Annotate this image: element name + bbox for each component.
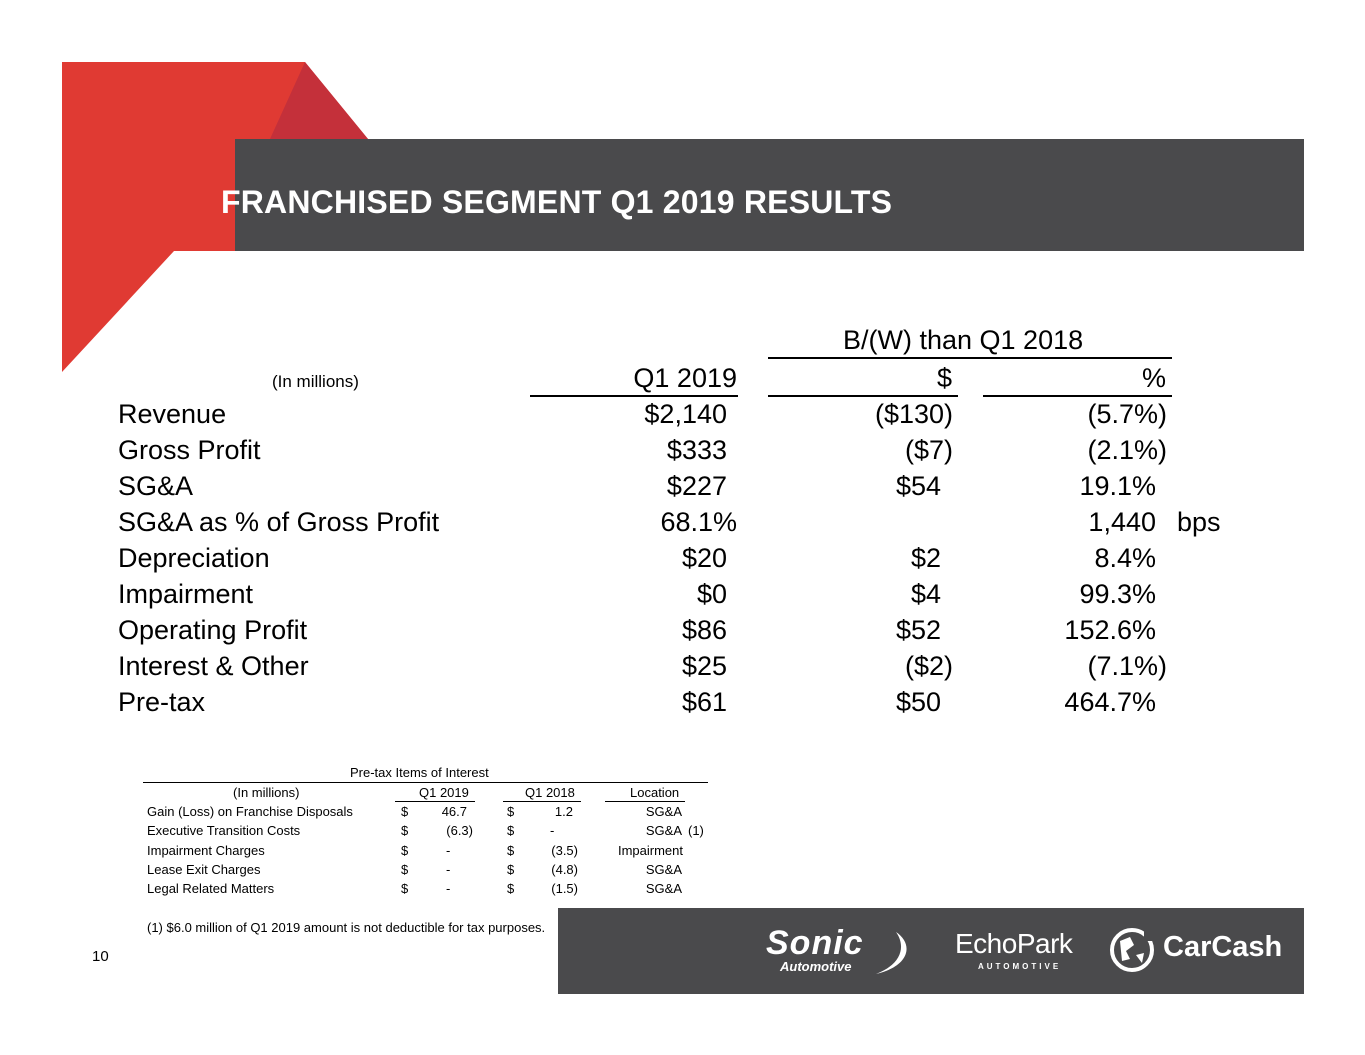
column-header-q1-2019: Q1 2019 [633, 363, 737, 393]
row-dollar-change: ($2) [904, 651, 953, 681]
item-value-q1-2018: - [550, 823, 555, 838]
row-dollar-change: $50 [895, 687, 941, 717]
row-q1-value: $20 [681, 543, 727, 573]
row-suffix: bps [1177, 507, 1221, 537]
row-percent-change: 152.6% [1064, 615, 1156, 645]
item-location: SG&A [645, 804, 682, 819]
item-value-q1-2018: (3.5) [551, 843, 578, 858]
items-table-title: Pre-tax Items of Interest [350, 765, 489, 780]
item-currency-q1-2019: $ [401, 862, 409, 877]
row-label: Operating Profit [118, 615, 308, 645]
item-currency-q1-2019: $ [401, 823, 409, 838]
items-location-rule [605, 801, 685, 802]
carcash-wordmark: CarCash [1163, 931, 1283, 963]
row-q1-value: $61 [681, 687, 727, 717]
items-q1-2018-rule [503, 801, 581, 802]
footnote: (1) $6.0 million of Q1 2019 amount is not deductible for tax purposes. [147, 920, 546, 935]
item-currency-q1-2019: $ [401, 881, 409, 896]
row-q1-value: $25 [681, 651, 727, 681]
sonic-wordmark: Sonic [766, 924, 864, 962]
item-currency-q1-2018: $ [507, 843, 515, 858]
row-q1-value: $86 [681, 615, 727, 645]
item-value-q1-2018: (1.5) [551, 881, 578, 896]
dollar-header-rule [768, 395, 958, 397]
item-value-q1-2019: - [446, 843, 451, 858]
item-currency-q1-2019: $ [401, 843, 409, 858]
row-dollar-change: $2 [910, 543, 941, 573]
item-label: Lease Exit Charges [147, 862, 261, 877]
item-footnote-ref: (1) [688, 823, 704, 838]
percent-header-rule [983, 395, 1172, 397]
row-label: Depreciation [118, 543, 270, 573]
row-label: SG&A [118, 471, 194, 501]
row-label: Pre-tax [118, 687, 206, 717]
row-dollar-change: ($130) [874, 399, 953, 429]
row-dollar-change: $52 [895, 615, 941, 645]
item-location: Impairment [617, 843, 683, 858]
slide-title: FRANCHISED SEGMENT Q1 2019 RESULTS [221, 184, 893, 220]
item-label: Legal Related Matters [147, 881, 275, 896]
item-currency-q1-2018: $ [507, 804, 515, 819]
column-header-percent: % [1141, 363, 1166, 393]
item-value-q1-2018: (4.8) [551, 862, 578, 877]
item-label: Impairment Charges [147, 843, 265, 858]
echopark-subtitle: AUTOMOTIVE [978, 962, 1062, 971]
row-percent-change: 8.4% [1094, 543, 1156, 573]
item-currency-q1-2018: $ [507, 881, 515, 896]
row-percent-change: 19.1% [1079, 471, 1156, 501]
group-header-rule [768, 357, 1172, 359]
items-q1-2019-rule [395, 801, 475, 802]
row-percent-change: 464.7% [1064, 687, 1156, 717]
row-q1-value: 68.1% [660, 507, 737, 537]
item-value-q1-2019: - [446, 862, 451, 877]
echopark-wordmark: EchoPark [955, 928, 1073, 959]
item-label: Executive Transition Costs [147, 823, 301, 838]
item-currency-q1-2018: $ [507, 823, 515, 838]
items-units-label: (In millions) [233, 785, 300, 800]
row-q1-value: $333 [666, 435, 727, 465]
carcash-globe-icon [1108, 925, 1160, 975]
item-currency-q1-2018: $ [507, 862, 515, 877]
q1-header-rule [530, 395, 738, 397]
item-label: Gain (Loss) on Franchise Disposals [147, 804, 353, 819]
item-currency-q1-2019: $ [401, 804, 409, 819]
row-label: Impairment [118, 579, 254, 609]
row-dollar-change: $54 [895, 471, 941, 501]
item-value-q1-2019: 46.7 [441, 804, 467, 819]
row-percent-change: (2.1%) [1087, 435, 1167, 465]
sonic-subtitle: Automotive [780, 959, 852, 974]
page-number: 10 [92, 948, 109, 965]
row-label: Gross Profit [118, 435, 261, 465]
row-label: Revenue [118, 399, 227, 429]
group-header: B/(W) than Q1 2018 [843, 325, 1084, 355]
row-q1-value: $2,140 [644, 399, 727, 429]
sonic-automotive-logo [764, 922, 914, 980]
units-label: (In millions) [272, 372, 359, 391]
row-label: SG&A as % of Gross Profit [118, 507, 440, 537]
row-dollar-change: ($7) [904, 435, 953, 465]
row-percent-change: (7.1%) [1087, 651, 1167, 681]
row-percent-change: 99.3% [1079, 579, 1156, 609]
row-percent-change: 1,440 [1088, 507, 1156, 537]
items-column-header-q1-2019: Q1 2019 [419, 785, 469, 800]
items-table-top-rule [143, 782, 708, 783]
item-location: SG&A [645, 862, 682, 877]
row-percent-change: (5.7%) [1087, 399, 1167, 429]
item-value-q1-2018: 1.2 [554, 804, 573, 819]
item-location: SG&A [645, 881, 682, 896]
column-header-dollar: $ [936, 363, 952, 393]
row-q1-value: $227 [666, 471, 727, 501]
items-column-header-q1-2018: Q1 2018 [525, 785, 575, 800]
item-location: SG&A [645, 823, 682, 838]
item-value-q1-2019: - [446, 881, 451, 896]
row-label: Interest & Other [118, 651, 309, 681]
row-dollar-change: $4 [910, 579, 941, 609]
item-value-q1-2019: (6.3) [446, 823, 473, 838]
items-column-header-location: Location [630, 785, 680, 800]
row-q1-value: $0 [696, 579, 727, 609]
